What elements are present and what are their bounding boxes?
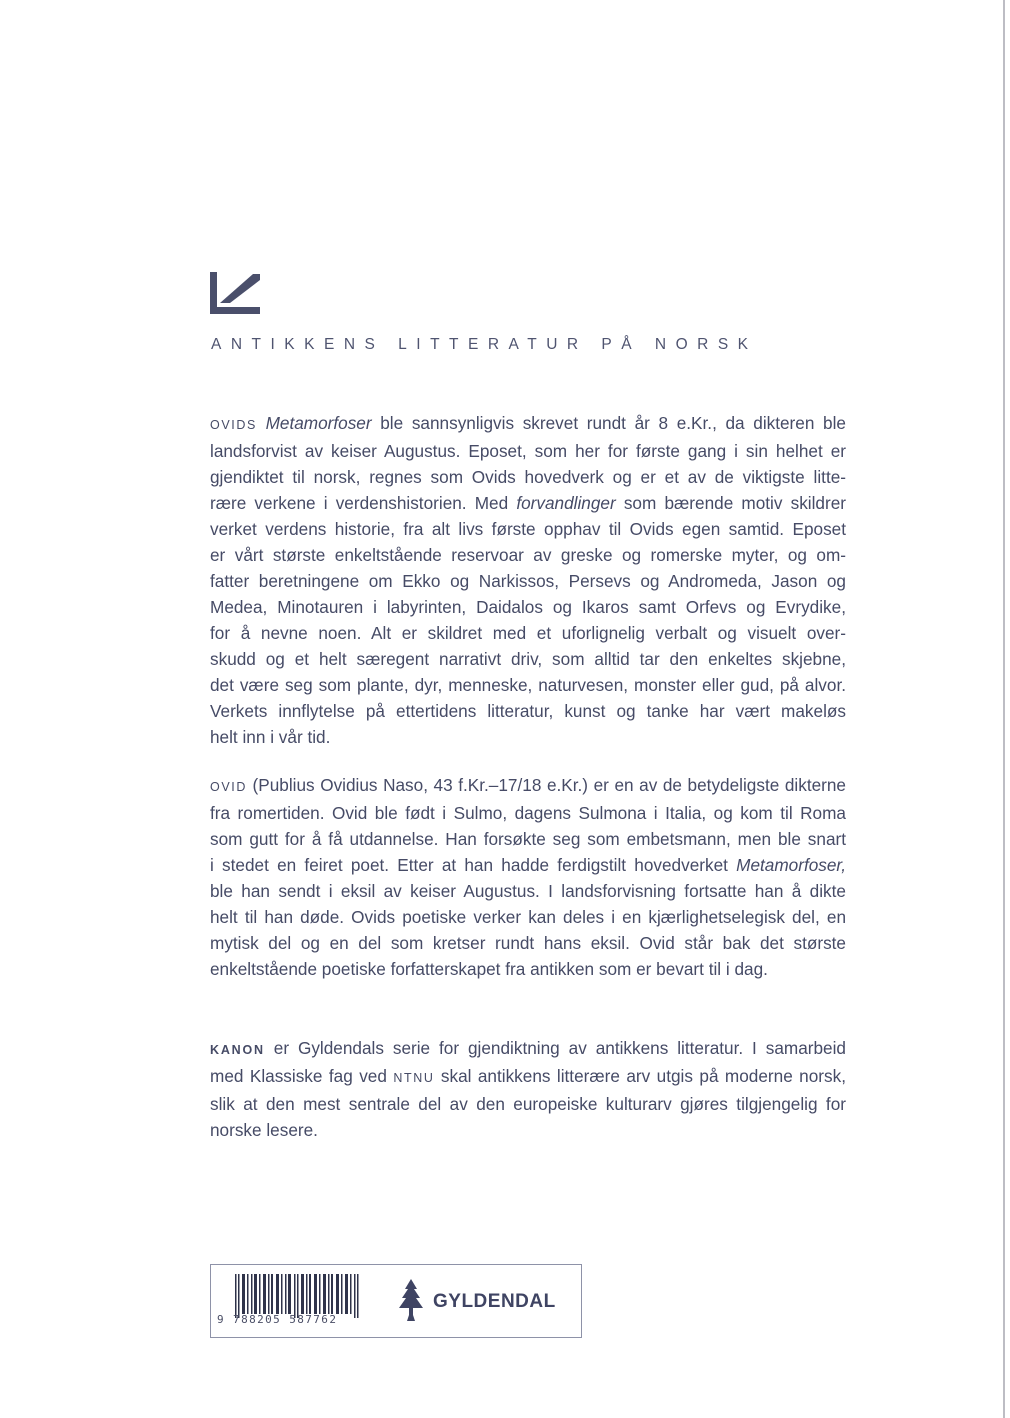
author-smallcaps: OVID	[210, 780, 247, 794]
text-line: enkeltstående poetiske forfatterskapet fra antikken som er bevart til i dag.	[210, 959, 768, 979]
work-title: Metamorfoser,	[736, 855, 846, 875]
paragraph-kanon-series	[210, 1035, 846, 1143]
text-line: verket verdens historie, fra alt livs første opphav til Ovids egen samtid. Eposet	[210, 519, 846, 539]
kanon-k-logo-icon	[210, 272, 260, 314]
text-line: i stedet en feiret poet. Etter at han hadde ferdigstilt hovedverket Metamorfoser,	[210, 855, 846, 875]
text-line: gjendiktet til norsk, regnes som Ovids hovedverk og er et av de viktigste litte-	[210, 467, 846, 487]
text-line: slik at den mest sentrale del av den europeiske kulturarv gjøres tilgjengelig for	[210, 1094, 846, 1114]
text-line: Medea, Minotauren i labyrinten, Daidalos og Ikaros samt Orfevs og Evrydike,	[210, 597, 846, 617]
text-line: er vårt største enkeltstående reservoar av greske og romerske myter, og om-	[210, 545, 846, 565]
text-line: norske lesere.	[210, 1120, 318, 1140]
text-line: OVIDS Metamorfoser ble sannsynligvis skrevet rundt år 8 e.Kr., da dikteren ble	[210, 413, 846, 433]
ntnu-smallcaps: NTNU	[393, 1071, 435, 1085]
text-line: skudd og et helt særegent narrativt driv, som alltid tar den enkeltes skjebne,	[210, 649, 846, 669]
paragraph-metamorfoser	[210, 410, 846, 750]
text-line: med Klassiske fag ved NTNU skal antikkens litterære arv utgis på moderne norsk,	[210, 1066, 846, 1086]
text-line: som gutt for å få utdannelse. Han forsøkte seg som embetsmann, men ble snart	[210, 829, 846, 849]
barcode-panel	[210, 1264, 582, 1338]
text-line: det være seg som plante, dyr, menneske, naturvesen, monster eller gud, på alvor.	[210, 675, 846, 695]
emphasis: forvandlinger	[516, 493, 616, 513]
fir-tree-icon	[397, 1279, 425, 1321]
text-line: OVID (Publius Ovidius Naso, 43 f.Kr.–17/18 e.Kr.) er en av de betydeligste dikterne	[210, 775, 846, 795]
series-title: ANTIKKENS LITTERATUR PÅ NORSK	[211, 336, 758, 353]
text-line: mytisk del og en del som kretser rundt hans eksil. Ovid står bak det største	[210, 933, 846, 953]
text-line: fra romertiden. Ovid ble født i Sulmo, dagens Sulmona i Italia, og kom til Roma	[210, 803, 846, 823]
text-line: fatter beretningene om Ekko og Narkissos, Persevs og Andromeda, Jason og	[210, 571, 846, 591]
text-line: landsforvist av keiser Augustus. Eposet, som her for første gang i sin helhet er	[210, 441, 846, 461]
author-smallcaps: OVIDS	[210, 418, 257, 432]
paragraph-ovid-biography	[210, 772, 846, 982]
series-name-smallcaps: KANON	[210, 1043, 265, 1057]
text-line: Verkets innflytelse på ettertidens litteratur, kunst og tanke har vært makeløs	[210, 701, 846, 721]
text-line: rære verkene i verdenshistorien. Med forvandlinger som bærende motiv skildrer	[210, 493, 846, 513]
isbn-digits: 9 788205 587762	[217, 1313, 338, 1326]
text-line: helt til han døde. Ovids poetiske verker kan deles i en kjærlighetselegisk del, en	[210, 907, 846, 927]
text-line: helt inn i vår tid.	[210, 727, 331, 747]
work-title: Metamorfoser	[265, 413, 372, 433]
text-line: KANON er Gyldendals serie for gjendiktning av antikkens litteratur. I samarbeid	[210, 1038, 846, 1058]
text-line: for å nevne noen. Alt er skildret med et uforlignelig verbalt og visuelt over-	[210, 623, 846, 643]
publisher-name: GYLDENDAL	[433, 1291, 556, 1312]
page-edge-line	[1003, 0, 1005, 1418]
text-line: ble han sendt i eksil av keiser Augustus. I landsforvisning fortsatte han å dikte	[210, 881, 846, 901]
